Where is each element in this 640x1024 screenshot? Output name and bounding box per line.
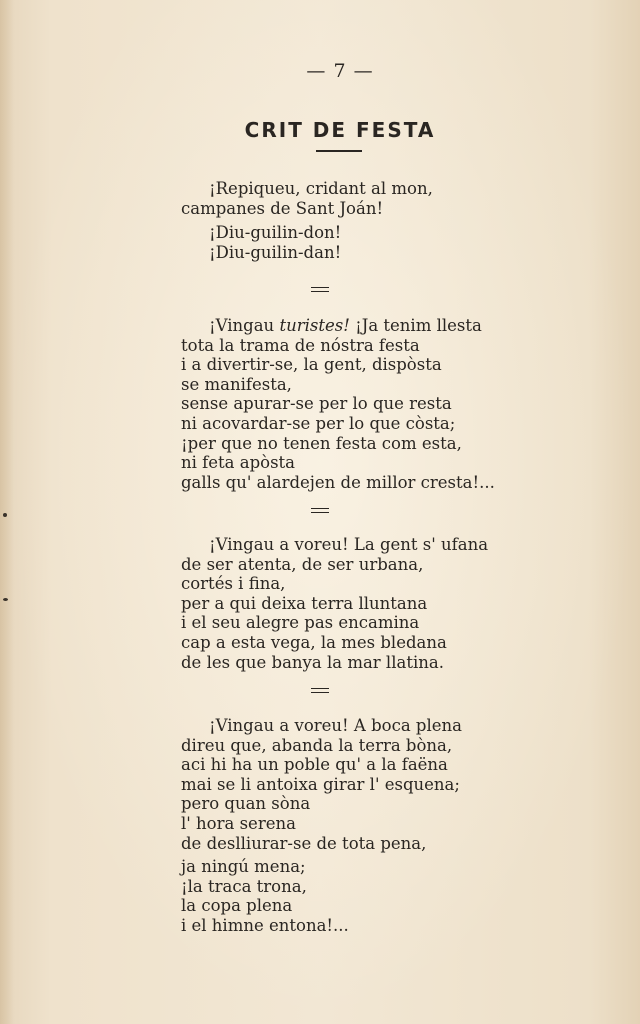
poem-line: de deslliurar-se de tota pena, <box>181 833 427 853</box>
poem-title: CRIT DE FESTA <box>244 118 436 142</box>
poem-line: la copa plena <box>181 896 293 916</box>
poem-line: de les que banya la mar llatina. <box>181 652 444 672</box>
poem-line: galls qu' alardejen de millor cresta!... <box>181 472 495 492</box>
poem-line: ni feta apòsta <box>181 453 296 473</box>
stanza-separator <box>311 688 329 693</box>
poem-line: ni acovardar-se per lo que còsta; <box>181 413 456 433</box>
poem-line: cap a esta vega, la mes bledana <box>181 632 447 652</box>
poem-line: de ser atenta, de ser urbana, <box>181 554 424 574</box>
poem-line: ¡Vingau a voreu! La gent s' ufana <box>209 535 489 554</box>
poem-line: ¡Repiqueu, cridant al mon, <box>209 179 433 198</box>
poem-line: l' hora serena <box>181 813 296 833</box>
italic-word: turistes! <box>279 316 350 335</box>
poem-line: i el himne entona!... <box>181 915 349 935</box>
poem-line: i el seu alegre pas encamina <box>181 613 420 633</box>
poem-line: tota la trama de nóstra festa <box>181 335 420 355</box>
poem-line: pero quan sòna <box>181 794 311 814</box>
stanza-2 <box>0 316 495 492</box>
stanza-3 <box>0 535 488 672</box>
poem-line: campanes de Sant Joán! <box>181 198 384 218</box>
stanza-separator <box>311 508 329 513</box>
poem-line: direu que, abanda la terra bòna, <box>181 735 453 755</box>
poem-line: sense apurar-se per lo que resta <box>181 394 452 414</box>
page-number: — 7 — <box>306 60 374 82</box>
poem-line-end: ¡Ja tenim llesta <box>349 316 482 335</box>
poem-line: cortés i fina, <box>181 574 286 594</box>
poem-line <box>0 316 495 336</box>
poem-line: se manifesta, <box>181 374 292 394</box>
poem-line: ¡Vingau a voreu! A boca plena <box>209 716 462 735</box>
poem-line: mai se li antoixa girar l' esquena; <box>181 774 460 794</box>
title-underline <box>316 150 362 152</box>
poem-line-start: ¡Vingau <box>209 316 280 335</box>
poem-line: aci hi ha un poble qu' a la faëna <box>181 755 448 775</box>
poem-line: ¡Diu-guilin-don! <box>209 223 342 243</box>
poem-line: ja ningú mena; <box>181 857 306 877</box>
stanza-1 <box>0 179 433 262</box>
poem-line: i a divertir-se, la gent, dispòsta <box>181 355 442 375</box>
poem-line: ¡la traca trona, <box>181 876 307 896</box>
stanza-separator <box>311 287 329 292</box>
poem-line: ¡Diu-guilin-dan! <box>209 242 342 262</box>
ink-speck <box>3 513 7 517</box>
poem-line: ¡per que no tenen festa com esta, <box>181 433 462 453</box>
stanza-4 <box>0 716 462 936</box>
poem-line: per a qui deixa terra lluntana <box>181 593 428 613</box>
